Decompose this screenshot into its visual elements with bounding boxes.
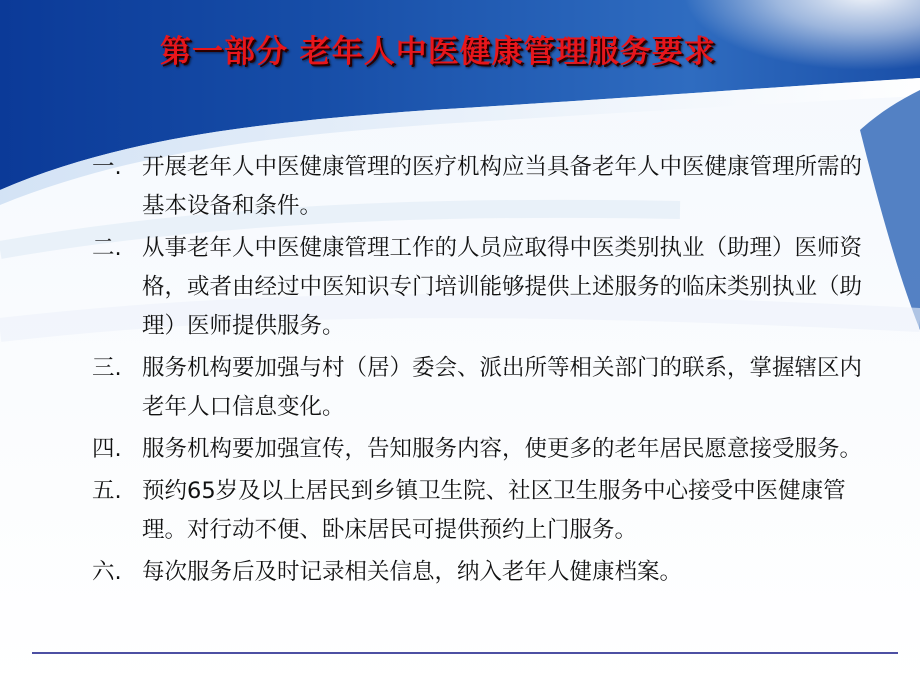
item-number: 五. — [92, 478, 122, 504]
item-number: 六. — [92, 559, 122, 585]
item-number: 二. — [92, 235, 122, 261]
item-number: 三. — [92, 355, 122, 381]
item-text: 服务机构要加强与村（居）委会、派出所等相关部门的联系，掌握辖区内老年人口信息变化。 — [142, 355, 863, 420]
item-text: 每次服务后及时记录相关信息，纳入老年人健康档案。 — [142, 559, 683, 585]
item-text: 服务机构要加强宣传，告知服务内容，使更多的老年居民愿意接受服务。 — [142, 436, 863, 462]
item-text: 开展老年人中医健康管理的医疗机构应当具备老年人中医健康管理所需的基本设备和条件。 — [142, 154, 863, 219]
list-item — [88, 472, 878, 550]
footer-divider — [32, 652, 898, 654]
item-number: 四. — [92, 436, 122, 462]
list-item — [88, 553, 878, 592]
list-item — [88, 430, 878, 469]
item-text: 预约65岁及以上居民到乡镇卫生院、社区卫生服务中心接受中医健康管理。对行动不便、卧床居民可提供预约上门服务。 — [142, 478, 846, 543]
list-item — [88, 349, 878, 427]
item-number: 一. — [92, 154, 122, 180]
list-item — [88, 148, 878, 226]
requirements-list — [88, 148, 878, 595]
list-item — [88, 229, 878, 346]
item-text: 从事老年人中医健康管理工作的人员应取得中医类别执业（助理）医师资格，或者由经过中医知识专门培训能够提供上述服务的临床类别执业（助理）医师提供服务。 — [142, 235, 863, 339]
slide-title: 第一部分 老年人中医健康管理服务要求 — [160, 34, 716, 70]
